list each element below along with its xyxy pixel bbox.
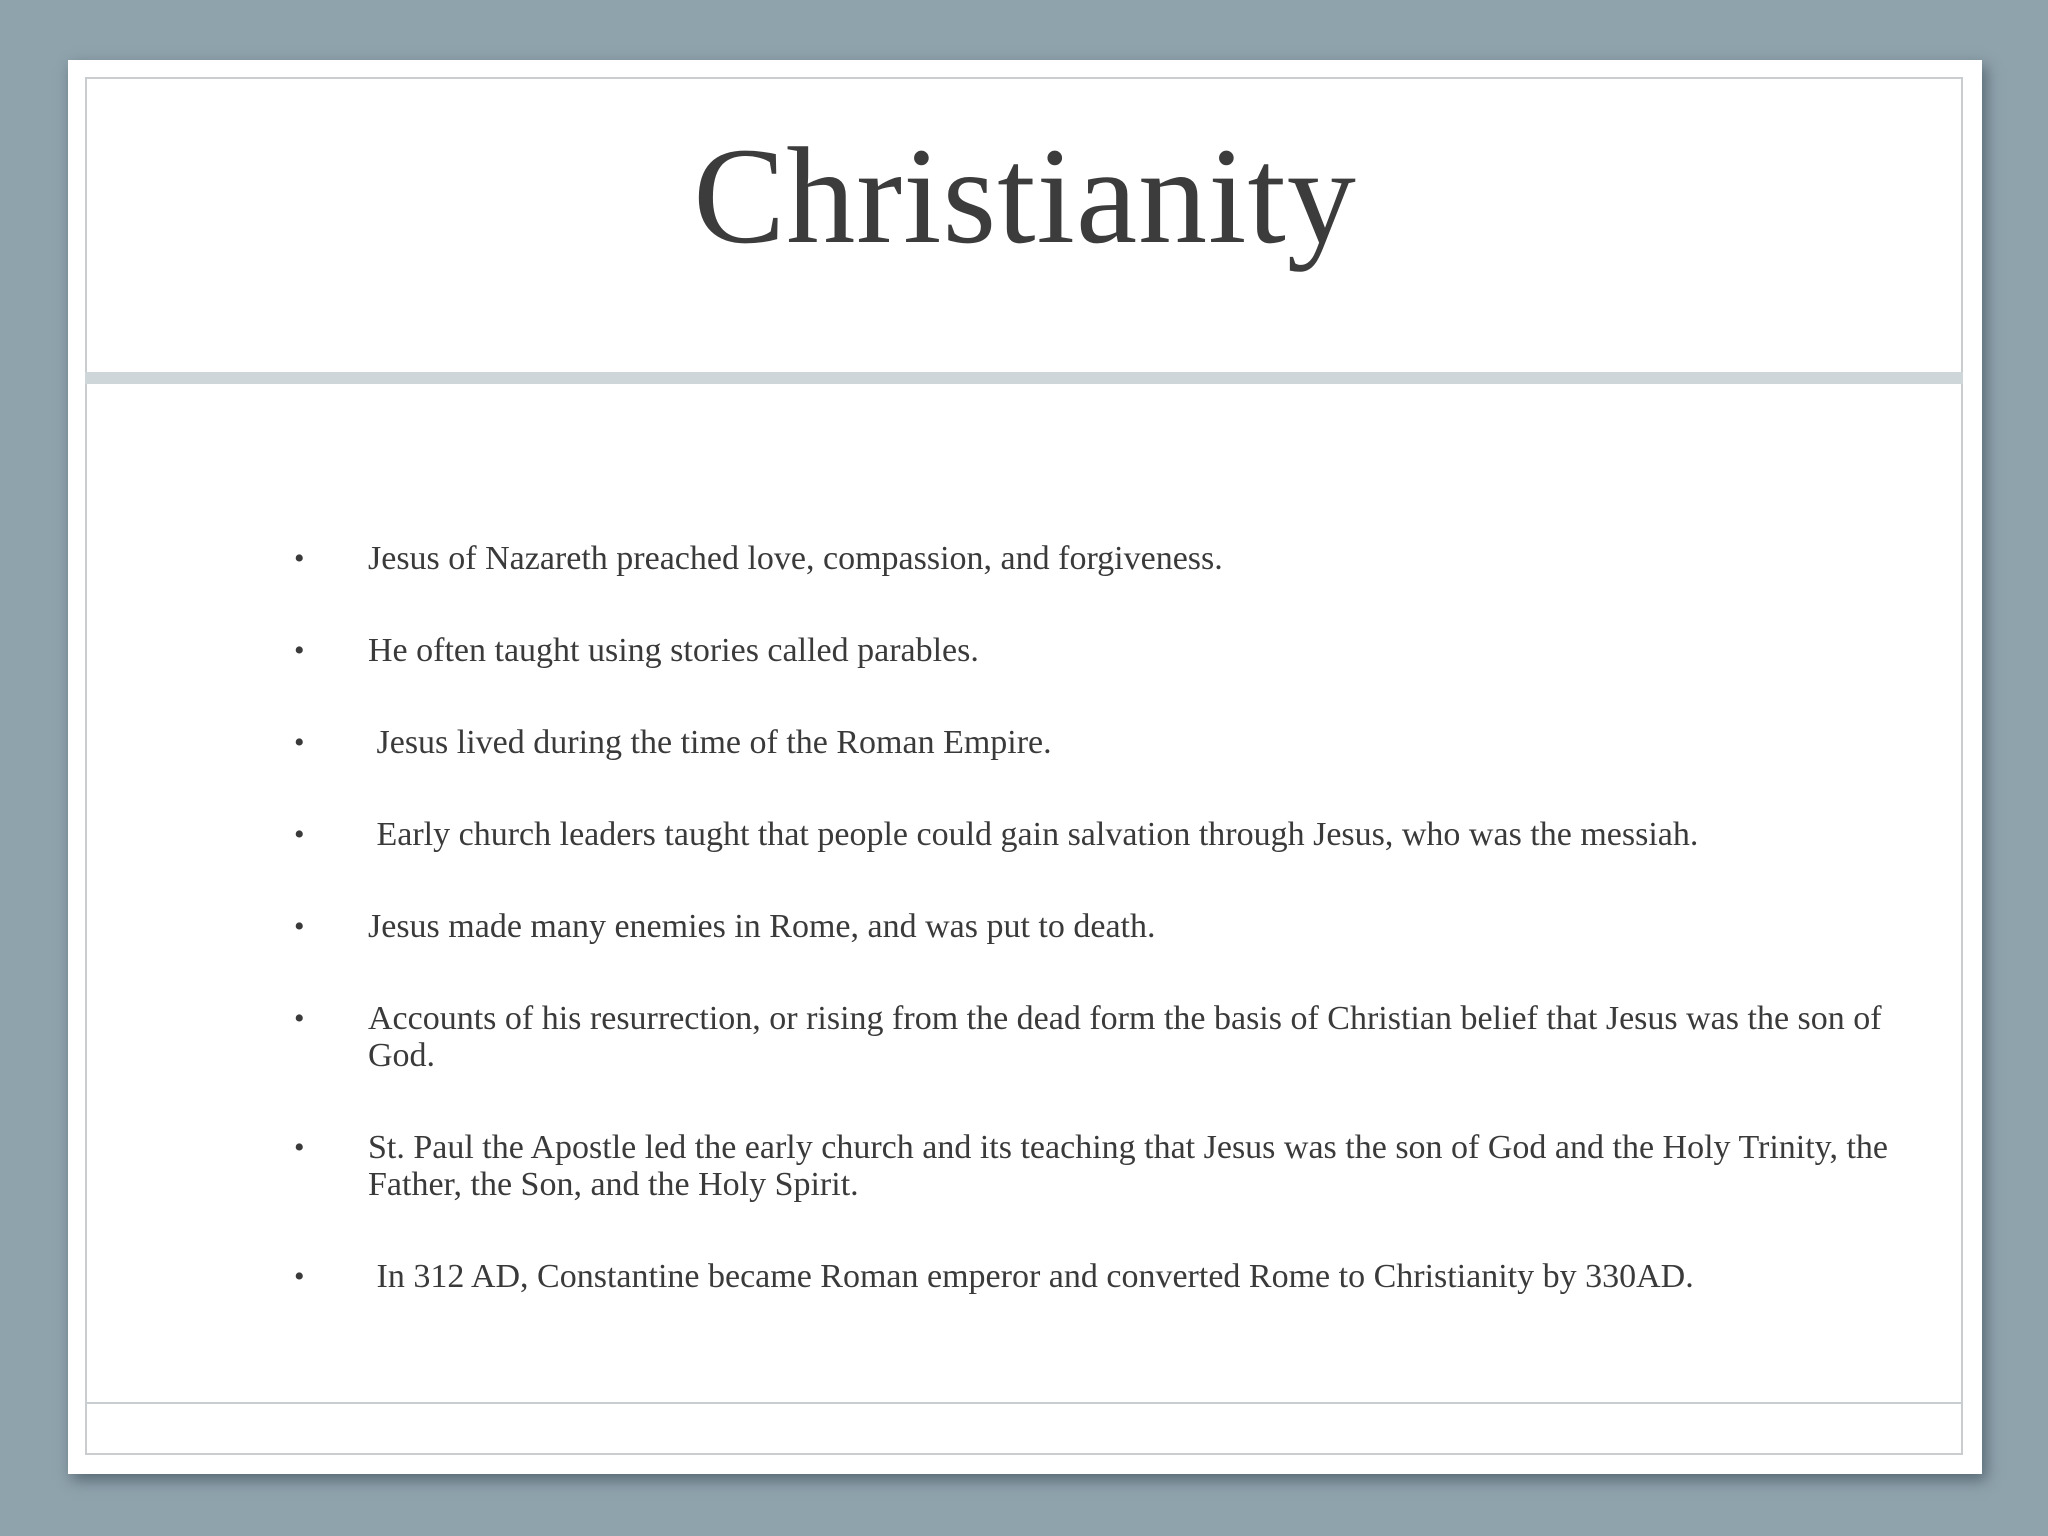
- bullet-text: Accounts of his resurrection, or rising from the dead form the basis of Christian belief that Jesus was the son of God.: [368, 1000, 1891, 1074]
- bullet-item: [294, 1129, 1944, 1203]
- bullet-text: St. Paul the Apostle led the early church and its teaching that Jesus was the son of God and the Holy Trinity, the Father, the Son, and the Holy Spirit.: [368, 1129, 1897, 1203]
- bullet-icon: •: [294, 726, 305, 759]
- bullet-text: He often taught using stories called parables.: [368, 632, 979, 669]
- bullet-item: [294, 540, 1944, 577]
- title-divider: [85, 372, 1963, 384]
- bullet-icon: •: [294, 1002, 305, 1035]
- bullet-icon: •: [294, 1131, 305, 1164]
- bullet-list: [294, 540, 1944, 1350]
- bullet-item: [294, 1258, 1944, 1295]
- bullet-item: [294, 816, 1944, 853]
- bullet-text: In 312 AD, Constantine became Roman emperor and converted Rome to Christianity by 330AD.: [368, 1258, 1694, 1295]
- bullet-text: Jesus lived during the time of the Roman Empire.: [368, 724, 1052, 761]
- bullet-item: [294, 632, 1944, 669]
- bullet-icon: •: [294, 542, 305, 575]
- slide-title: Christianity: [693, 119, 1357, 272]
- bullet-item: [294, 724, 1944, 761]
- bullet-icon: •: [294, 1260, 305, 1293]
- bullet-icon: •: [294, 910, 305, 943]
- bullet-text: Jesus of Nazareth preached love, compassion, and forgiveness.: [368, 540, 1223, 577]
- bullet-text: Jesus made many enemies in Rome, and was put to death.: [368, 908, 1156, 945]
- bullet-icon: •: [294, 634, 305, 667]
- footer-divider: [85, 1402, 1963, 1404]
- bullet-icon: •: [294, 818, 305, 851]
- slide: [68, 60, 1982, 1474]
- bullet-text: Early church leaders taught that people could gain salvation through Jesus, who was the messiah.: [368, 816, 1699, 853]
- bullet-item: [294, 1000, 1944, 1074]
- bullet-item: [294, 908, 1944, 945]
